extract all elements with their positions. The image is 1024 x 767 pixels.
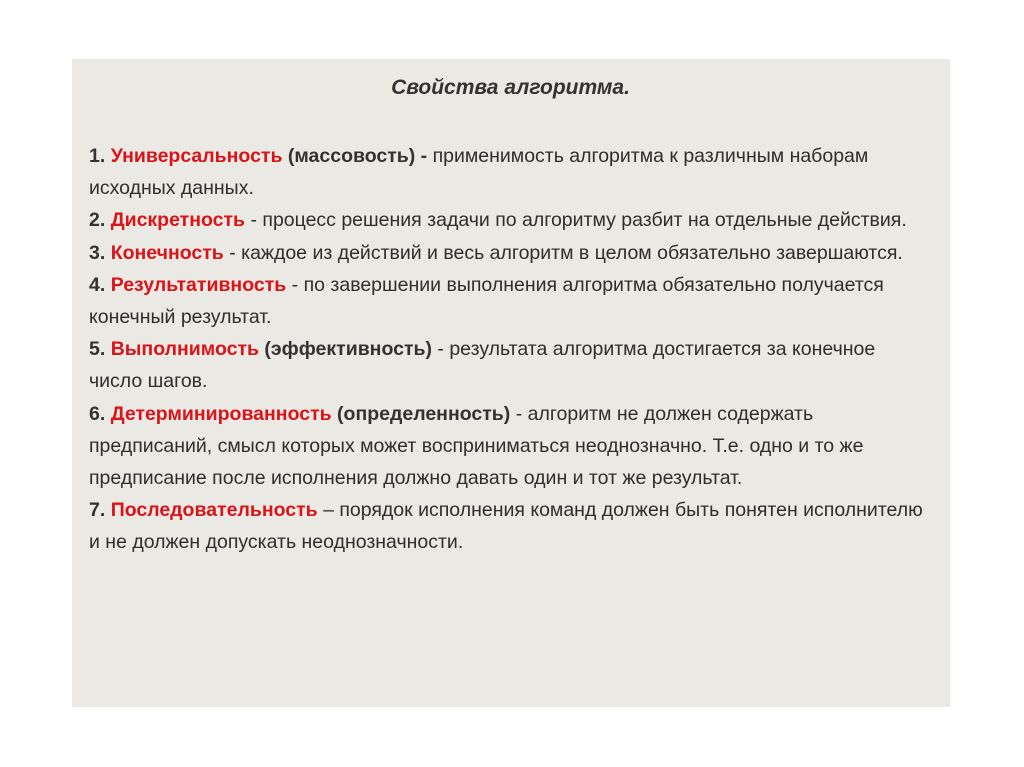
list-item [89,398,932,495]
item-term: Детерминированность [110,402,332,425]
item-number: 7. [89,499,106,522]
item-term: Конечность [110,241,224,264]
item-qualifier: (определенность) [337,402,511,425]
item-term: Результативность [110,273,287,296]
item-term: Дискретность [110,209,246,232]
item-term: Выполнимость [110,338,259,361]
item-term: Последовательность [110,499,318,522]
item-number: 5. [89,338,106,361]
item-description: - по завершении выполнения алгоритма обязательно получается конечный результат. [89,273,884,329]
item-qualifier: (массовость) - [287,145,428,167]
item-description: – порядок исполнения команд должен быть понятен исполнителю и не должен допускать неоднозначности. [89,499,923,554]
item-description: - процесс решения задачи по алгоритму разбит на отдельные действия. [250,209,907,232]
item-qualifier: (эффективность) [264,338,432,361]
item-number: 3. [89,241,106,264]
item-number: 1. [89,145,106,167]
list-item [89,204,932,236]
list-item [89,333,932,397]
list-item [89,269,932,333]
item-description: - каждое из действий и весь алгоритм в целом обязательно завершаются. [229,241,903,264]
list-item [89,140,932,204]
item-description: - алгоритм не должен содержать предписаний, смысл которых может восприниматься неоднозначно. Т.е. одно и то же предписание после исполнения должно давать один и тот же результат. [89,402,864,490]
slide [72,59,950,707]
item-number: 4. [89,273,106,296]
item-term: Универсальность [110,145,283,167]
list-item [89,237,932,269]
item-number: 2. [89,209,106,232]
item-description: - результата алгоритма достигается за конечное число шагов. [89,338,876,393]
properties-list [89,140,932,559]
list-item [89,494,932,558]
slide-title: Свойства алгоритма. [391,76,630,99]
item-number: 6. [89,402,106,425]
item-description: применимость алгоритма к различным наборам исходных данных. [89,145,869,200]
